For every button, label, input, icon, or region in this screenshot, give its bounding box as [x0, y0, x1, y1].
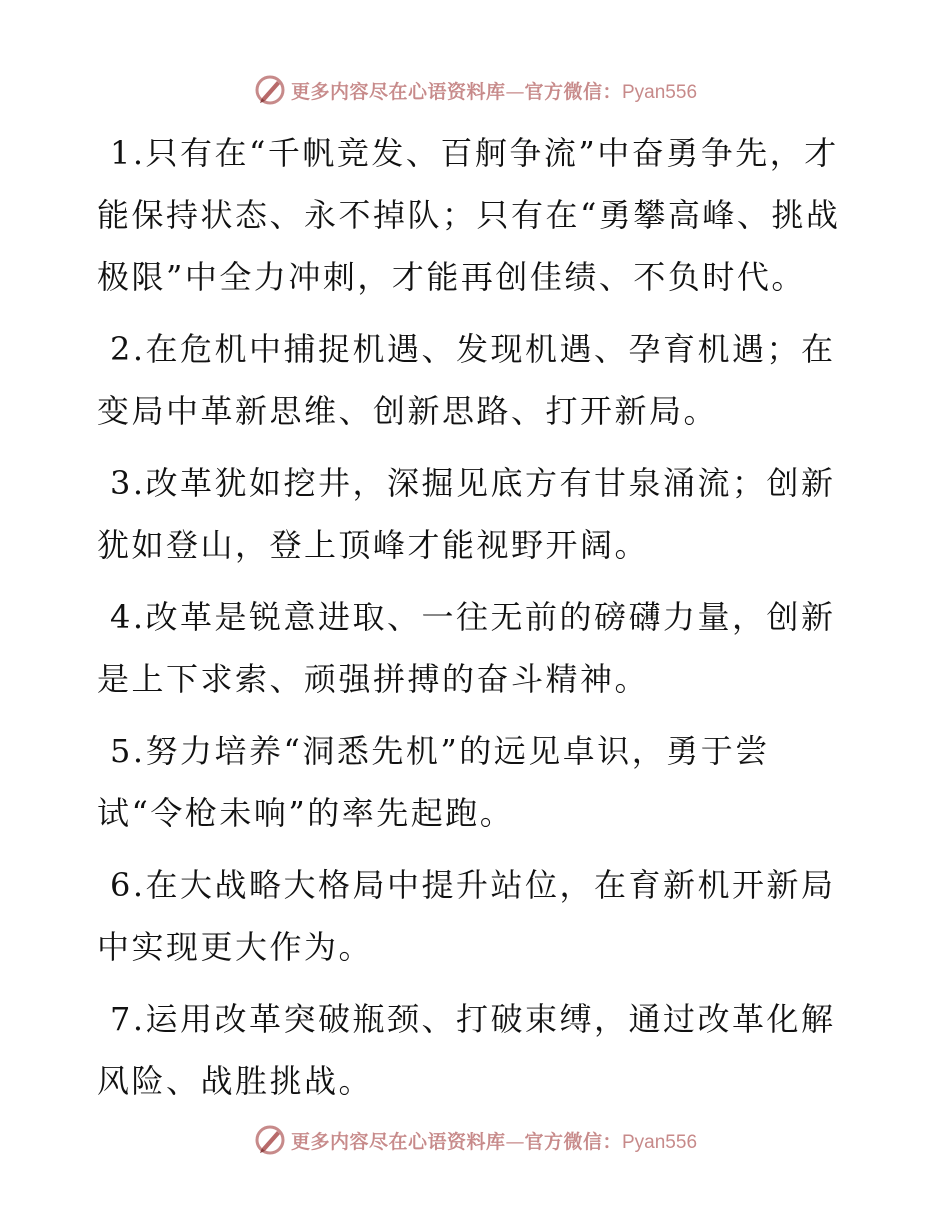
- banner-wechat-label: 官方微信：: [524, 80, 622, 103]
- banner-wechat-id: Pyan556: [622, 1131, 698, 1153]
- pen-logo-icon: [253, 1123, 287, 1157]
- banner-wechat-id: Pyan556: [622, 81, 698, 103]
- item-text: 在危机中捕捉机遇、发现机遇、孕育机遇；在变局中革新思维、创新思路、打开新局。: [97, 330, 836, 430]
- item-text: 改革犹如挖井，深掘见底方有甘泉涌流；创新犹如登山，登上顶峰才能视野开阔。: [97, 464, 836, 564]
- list-item: [97, 586, 857, 710]
- banner-wechat-label: 官方微信：: [524, 1130, 622, 1153]
- item-text: 努力培养“洞悉先机”的远见卓识，勇于尝试“令枪未响”的率先起跑。: [97, 732, 770, 832]
- item-number: 6.: [110, 866, 146, 904]
- list-item: [97, 854, 857, 978]
- item-number: 7.: [110, 1000, 146, 1038]
- list-item: [97, 988, 857, 1112]
- list-item: [97, 318, 857, 442]
- item-text: 改革是锐意进取、一往无前的磅礴力量，创新是上下求索、顽强拼搏的奋斗精神。: [97, 598, 836, 698]
- banner-separator: —: [505, 1130, 525, 1153]
- list-item: [97, 452, 857, 576]
- banner-title: 更多内容尽在心语资料库: [290, 1130, 506, 1153]
- item-number: 4.: [110, 598, 146, 636]
- item-text: 只有在“千帆竞发、百舸争流”中奋勇争先，才能保持状态、永不掉队；只有在“勇攀高峰、挑战极限”中全力冲刺，才能再创佳绩、不负时代。: [97, 134, 841, 296]
- list-item: [97, 720, 857, 844]
- banner-title: 更多内容尽在心语资料库: [290, 80, 506, 103]
- item-text: 在大战略大格局中提升站位，在育新机开新局中实现更大作为。: [97, 866, 836, 966]
- list-item: [97, 122, 857, 308]
- item-number: 2.: [110, 330, 146, 368]
- pen-logo-icon: [253, 73, 287, 107]
- item-number: 3.: [110, 464, 146, 502]
- item-number: 1.: [110, 134, 146, 172]
- header-banner: [0, 70, 950, 110]
- item-number: 5.: [110, 732, 146, 770]
- banner-separator: —: [505, 80, 525, 103]
- document-body: [97, 122, 857, 1122]
- item-text: 运用改革突破瓶颈、打破束缚，通过改革化解风险、战胜挑战。: [97, 1000, 836, 1100]
- footer-banner: [0, 1120, 950, 1160]
